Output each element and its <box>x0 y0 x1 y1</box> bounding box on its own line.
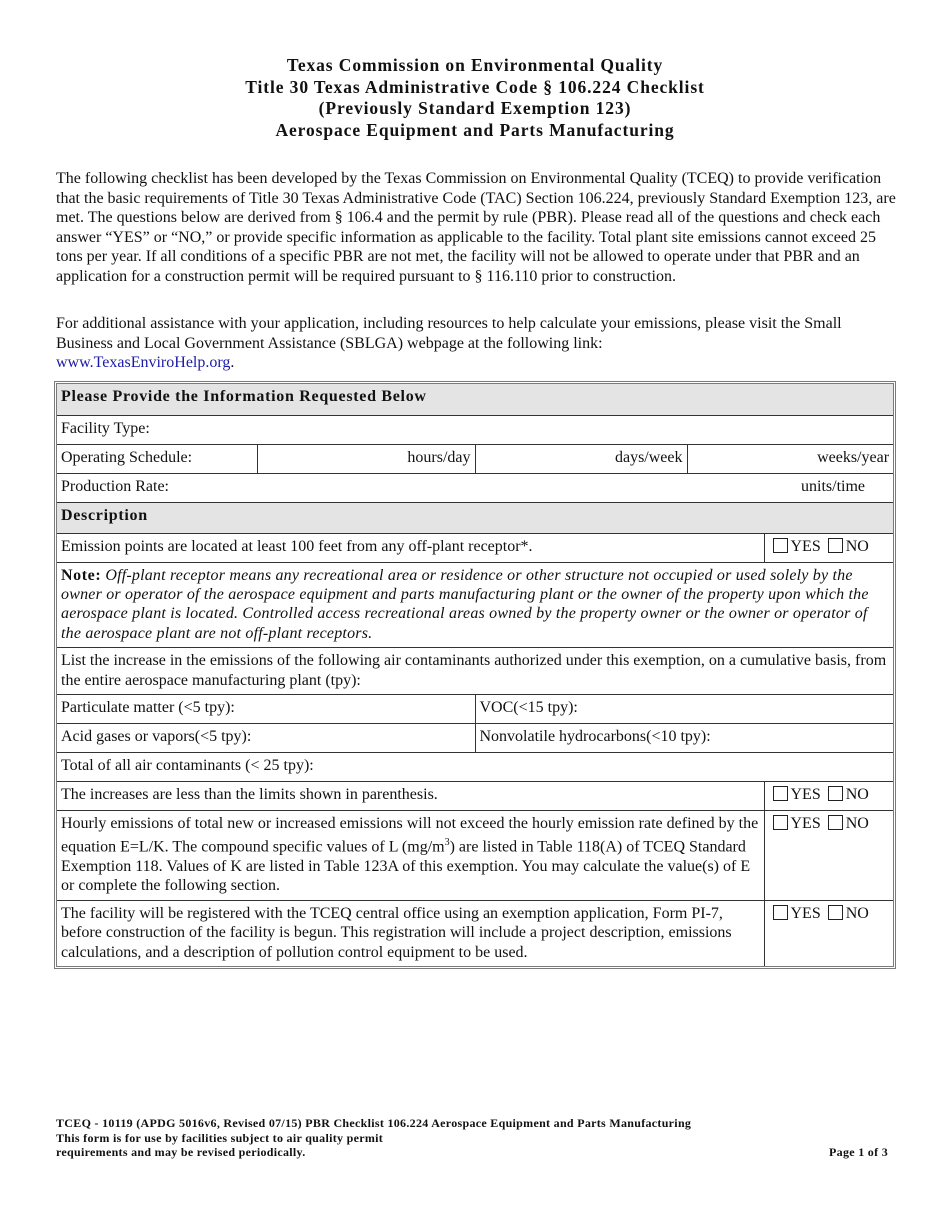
hours-per-day-unit: hours/day <box>407 448 471 466</box>
intro-paragraph: The following checklist has been developed by the Texas Commission on Environmental Quality (TCEQ) to provide verification that the basic requirements of Title 30 Texas Administrative Code (TAC) Section 106.224, previously Standard Exemption 123, are met. The questions below are derived from § 106.4 and the permit by rule (PBR). Please read all of the questions and check each answer “YES” or “NO,” or provide specific information as applicable to the facility. Total plant site emissions cannot exceed 25 tons per year. If all conditions of a specific PBR are not met, the facility will not be allowed to operate under that PBR and an application for a construction permit will be required pursuant to § 116.110 prior to construction. <box>56 170 896 285</box>
production-rate-unit: units/time <box>801 477 866 495</box>
q3-text-end: ) are listed in Table 118(A) of TCEQ Standard Exemption 118. Values of K are listed in Table 123A of this exemption. You may calculate the value(s) of E or complete the following section. <box>61 838 751 895</box>
yes-label: YES <box>790 537 821 555</box>
checklist-form <box>54 381 896 969</box>
title-line-code: Title 30 Texas Administrative Code § 106.224 Checklist <box>245 76 705 97</box>
title-line-previous: (Previously Standard Exemption 123) <box>318 98 632 118</box>
yes-checkbox[interactable] <box>773 815 788 830</box>
texas-enviro-help-link[interactable]: www.TexasEnviroHelp.org <box>56 354 231 372</box>
no-checkbox[interactable] <box>828 786 843 801</box>
footer-note-line1: This form is for use by facilities subject to air quality permit <box>56 1130 384 1145</box>
particulate-matter-label: Particulate matter (<5 tpy): <box>61 698 235 716</box>
assistance-text: For additional assistance with your application, including resources to help calculate your emissions, please visit the Small Business and Local Government Assistance (SBLGA) webpage at the following link: <box>56 315 842 352</box>
yes-checkbox[interactable] <box>773 538 788 553</box>
yes-checkbox[interactable] <box>773 905 788 920</box>
info-section-header: Please Provide the Information Requested Below <box>57 384 893 415</box>
days-per-week-field[interactable] <box>475 444 687 473</box>
yes-checkbox[interactable] <box>773 786 788 801</box>
document-title <box>0 55 950 141</box>
off-plant-receptor-note <box>57 562 893 648</box>
total-contaminants-label: Total of all air contaminants (< 25 tpy): <box>61 756 314 774</box>
no-label: NO <box>845 904 869 922</box>
assistance-paragraph <box>56 314 896 373</box>
particulate-matter-field[interactable] <box>57 694 475 723</box>
page-number: Page 1 of 3 <box>829 1145 888 1159</box>
q3-superscript: 3 <box>444 837 450 849</box>
no-label: NO <box>845 785 869 803</box>
days-per-week-unit: days/week <box>614 448 683 466</box>
yes-label: YES <box>790 904 821 922</box>
note-text: Off-plant receptor means any recreational area or residence or other structure not occupied or used solely by the owner or operator of the aerospace equipment and parts manufacturing plant or the owner of the property upon which the aerospace plant is located. Controlled access recreational areas owned by the property owner or the owner or operator of the aerospace plant are not off-plant receptors. <box>61 566 869 642</box>
note-label: Note: <box>61 566 102 584</box>
question-receptor-distance: Emission points are located at least 100 feet from any off-plant receptor*. <box>57 533 764 562</box>
question-increases-below-limits: The increases are less than the limits shown in parenthesis. <box>57 781 764 810</box>
weeks-per-year-field[interactable] <box>687 444 893 473</box>
footer-form-id: TCEQ - 10119 (APDG 5016v6, Revised 07/15) PBR Checklist 106.224 Aerospace Equipment and Parts Manufacturing <box>56 1116 692 1130</box>
facility-type-field[interactable] <box>57 415 893 444</box>
facility-type-label: Facility Type: <box>61 419 150 437</box>
voc-label: VOC(<15 tpy): <box>479 698 578 716</box>
title-line-subject: Aerospace Equipment and Parts Manufacturing <box>275 119 675 140</box>
yes-no-group <box>764 810 893 900</box>
no-checkbox[interactable] <box>828 538 843 553</box>
question-registration: The facility will be registered with the TCEQ central office using an exemption application, Form PI-7, before construction of the facility is begun. This registration will include a project description, emissions calculations, and a description of pollution control equipment to be used. <box>57 900 764 966</box>
no-checkbox[interactable] <box>828 905 843 920</box>
link-suffix: . <box>230 354 235 372</box>
emissions-list-instruction: List the increase in the emissions of the following air contaminants authorized under this exemption, on a cumulative basis, from the entire aerospace manufacturing plant (tpy): <box>57 648 893 695</box>
no-label: NO <box>845 814 869 832</box>
no-label: NO <box>845 537 869 555</box>
production-rate-field[interactable] <box>57 473 893 502</box>
total-contaminants-field[interactable] <box>57 752 893 781</box>
title-line-agency: Texas Commission on Environmental Quality <box>286 55 664 75</box>
hours-per-day-field[interactable] <box>257 444 475 473</box>
acid-gases-field[interactable] <box>57 723 475 752</box>
yes-no-group <box>764 781 893 810</box>
question-hourly-emissions <box>57 810 764 900</box>
q3-text-start: Hourly emissions of total new or increased emissions will not exceed the hourly emission rate defined by the equation E=L/K. The compound specific values of L (mg/m <box>61 814 759 856</box>
operating-schedule-label: Operating Schedule: <box>57 444 257 473</box>
description-section-header: Description <box>57 502 893 533</box>
acid-gases-label: Acid gases or vapors(<5 tpy): <box>61 727 252 745</box>
page-footer <box>56 1116 888 1160</box>
footer-note-line2: requirements and may be revised periodically. <box>56 1145 306 1159</box>
yes-label: YES <box>790 785 821 803</box>
yes-label: YES <box>790 814 821 832</box>
yes-no-group <box>764 900 893 966</box>
nonvolatile-hydrocarbons-label: Nonvolatile hydrocarbons(<10 tpy): <box>479 727 711 745</box>
production-rate-label: Production Rate: <box>61 477 169 495</box>
voc-field[interactable] <box>475 694 893 723</box>
nonvolatile-hydrocarbons-field[interactable] <box>475 723 893 752</box>
yes-no-group <box>764 533 893 562</box>
weeks-per-year-unit: weeks/year <box>817 448 890 466</box>
no-checkbox[interactable] <box>828 815 843 830</box>
